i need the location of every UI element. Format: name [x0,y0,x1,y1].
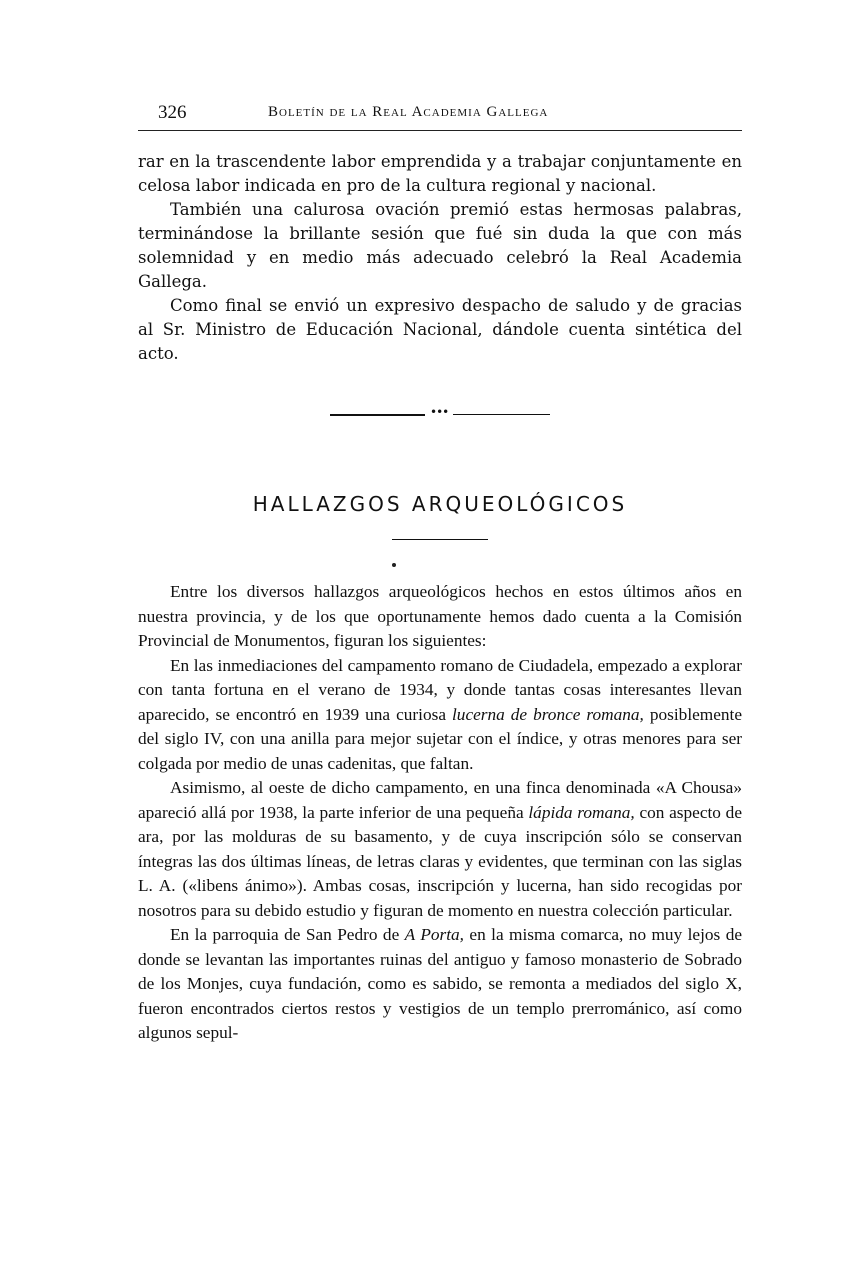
divider-line-right [453,414,550,415]
paragraph-lapida-part-b: con aspecto de ara, por las molduras de su basamento, y de cuya inscripción sólo se conservan íntegras las dos últimas líneas, de letras claras y evidentes, que terminan con las siglas L. A. («libens ánimo»). Ambas cosas, inscripción y lucerna, han sido recogidas por nosotros para su debido estudio y figuran de momento en nuestra colección particular. [138,802,742,920]
journal-title: Boletín de la Real Academia Gallega [268,104,549,120]
ornamental-divider [330,405,550,419]
paragraph-porta [138,923,742,1046]
paragraph-lucerna-part-b: posiblemente del siglo IV, con una anilla para mejor sujetar con el índice, y otras menores para ser colgada por medio de unas cadenitas, que faltan. [138,704,743,773]
paragraph-porta-part-b: en la misma comarca, no muy lejos de donde se levantan las importantes ruinas del antiguo y famoso monasterio de Sobrado de los Monjes, cuya fundación, como es sabido, se remonta a mediados del siglo X, fueron encontrados ciertos restos y vestigios de un templo prerrománico, así como algunos sepul- [138,925,742,1042]
paragraph-intro: Entre los diversos hallazgos arqueológicos hechos en estos últimos años en nuestra provincia, y de los que oportunamente hemos dado cuenta a la Comisión Provincial de Monumentos, figuran los siguientes: [138,582,742,650]
italic-lucerna: lucerna de bronce romana, [452,704,644,724]
paragraph-final-dispatch: Como final se envió un expresivo despacho de saludo y de gracias al Sr. Ministro de Educación Nacional, dándole cuenta sintética del acto. [138,296,742,363]
paragraph-ovation: También una calurosa ovación premió estas hermosas palabras, terminándose la brillante sesión que fué sin duda la que con más solemnidad y en medio más adecuado celebró la Real Academia Gallega. [138,200,742,291]
divider-dots-icon: ••• [430,405,449,419]
running-header [138,98,742,131]
italic-lapida: lápida romana, [528,802,635,822]
section-title: HALLAZGOS ARQUEOLÓGICOS [252,492,628,516]
paragraph-lucerna-part-a: En las inmediaciones del campamento romano de Ciudadela, empezado a explorar con tanta fortuna en el verano de 1934, y donde tantas cosas interesantes llevan aparecido, se encontró en 1939 una curiosa [138,655,742,724]
paragraph-porta-part-a: En la parroquia de San Pedro de [170,925,405,944]
small-dot-mark [392,563,396,567]
divider-line-left [330,414,425,416]
title-underline [392,539,488,540]
italic-a-porta: A Porta, [404,925,465,944]
paragraph-lucerna [138,654,742,777]
page-number: 326 [158,102,187,123]
paragraph-lapida-part-a: Asimismo, al oeste de dicho campamento, en una finca denominada «A Chousa» apareció allá por 1938, la parte inferior de una pequeña [138,778,742,822]
paragraph-continuation: rar en la trascendente labor emprendida y a trabajar conjuntamente en celosa labor indicada en pro de la cultura regional y nacional. [138,152,742,195]
lower-text-block [138,580,742,1046]
paragraph-lapida [138,776,742,923]
upper-text-block [138,150,742,366]
